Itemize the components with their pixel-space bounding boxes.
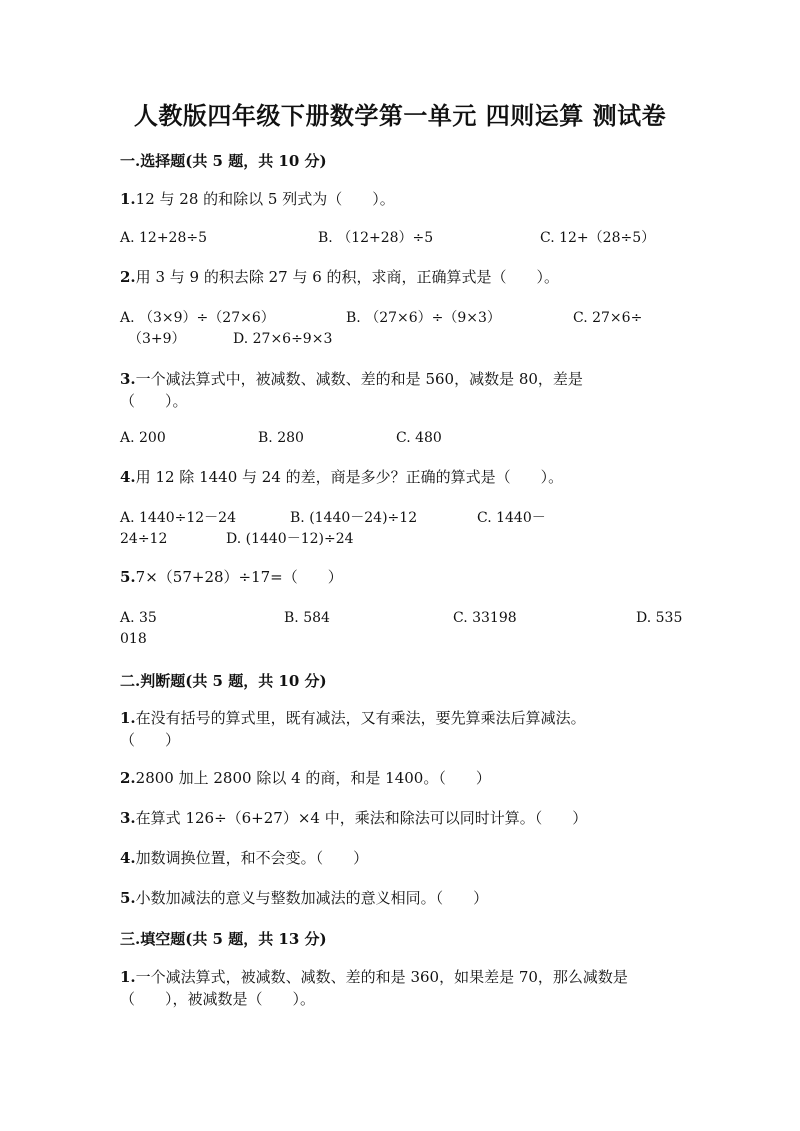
option-a: A. 12+28÷5 [120,230,208,246]
section-heading-choice: 一.选择题(共 5 题，共 10 分) [120,152,327,170]
question-text: 2800 加上 2800 除以 4 的商，和是 1400。（ ） [135,769,491,787]
question-text: 加数调换位置，和不会变。（ ） [135,849,369,867]
question-number: 1. [120,709,136,727]
option-d: D. (1440－12)÷24 [226,531,354,547]
question-text: 12 与 28 的和除以 5 列式为（ ）。 [135,190,395,208]
option-b: B. 280 [258,430,304,446]
question-3-1 [120,966,680,1010]
option-c-continued: （3+9） [128,331,186,347]
option-c: C. 27×6÷ [573,310,643,326]
question-1-4 [120,466,680,488]
question-text-line2: （ ）。 [120,392,188,410]
question-text-line1: 一个减法算式，被减数、减数、差的和是 360，如果差是 70，那么减数是 [135,968,628,986]
option-a: A. 1440÷12－24 [120,510,236,526]
question-2-5 [120,887,680,909]
question-text-line2: （ ） [120,731,181,749]
question-number: 3. [120,370,136,388]
question-text: 在算式 126÷（6+27）×4 中，乘法和除法可以同时计算。（ ） [135,809,588,827]
option-b: B. （27×6）÷（9×3） [346,310,501,326]
question-number: 4. [120,468,136,486]
question-number: 3. [120,809,136,827]
question-2-4 [120,847,680,869]
option-c: C. 1440－ [477,510,546,526]
question-number: 2. [120,268,136,286]
question-text: 7×（57+28）÷17=（ ） [135,568,343,586]
question-text-line2: （ ），被减数是（ ）。 [120,990,316,1008]
option-b: B. (1440－24)÷12 [290,510,418,526]
question-number: 5. [120,568,136,586]
question-text-line1: 一个减法算式中，被减数、减数、差的和是 560，减数是 80，差是 [135,370,583,388]
question-2-3 [120,807,680,829]
question-number: 1. [120,968,136,986]
page-title: 人教版四年级下册数学第一单元 四则运算 测试卷 [133,101,667,130]
option-c-continued: 24÷12 [120,531,168,547]
question-2-2 [120,767,680,789]
question-text: 用 3 与 9 的积去除 27 与 6 的积，求商，正确算式是（ ）。 [135,268,560,286]
question-number: 5. [120,889,136,907]
question-text: 用 12 除 1440 与 24 的差，商是多少？正确的算式是（ ）。 [135,468,564,486]
question-text: 小数加减法的意义与整数加减法的意义相同。（ ） [135,889,489,907]
option-a: A. 35 [120,610,157,626]
option-c: C. 12+（28÷5） [540,230,656,246]
question-number: 2. [120,769,136,787]
option-a: A. （3×9）÷（27×6） [120,310,275,326]
option-b: B. 584 [284,610,330,626]
section-heading-fill-blank: 三.填空题(共 5 题，共 13 分) [120,930,327,948]
option-a: A. 200 [120,430,166,446]
option-d-continued: 018 [120,631,147,647]
question-1-2 [120,266,680,288]
question-1-5 [120,566,680,588]
question-1-3 [120,368,680,412]
question-2-1 [120,707,680,751]
option-b: B. （12+28）÷5 [318,230,434,246]
option-d: D. 535 [636,610,683,626]
question-1-1 [120,188,680,210]
section-heading-judgement: 二.判断题(共 5 题，共 10 分) [120,672,327,690]
option-c: C. 480 [396,430,442,446]
question-number: 4. [120,849,136,867]
option-d: D. 27×6÷9×3 [233,331,333,347]
question-number: 1. [120,190,136,208]
option-c: C. 33198 [453,610,517,626]
question-text-line1: 在没有括号的算式里，既有减法，又有乘法，要先算乘法后算减法。 [135,709,586,727]
